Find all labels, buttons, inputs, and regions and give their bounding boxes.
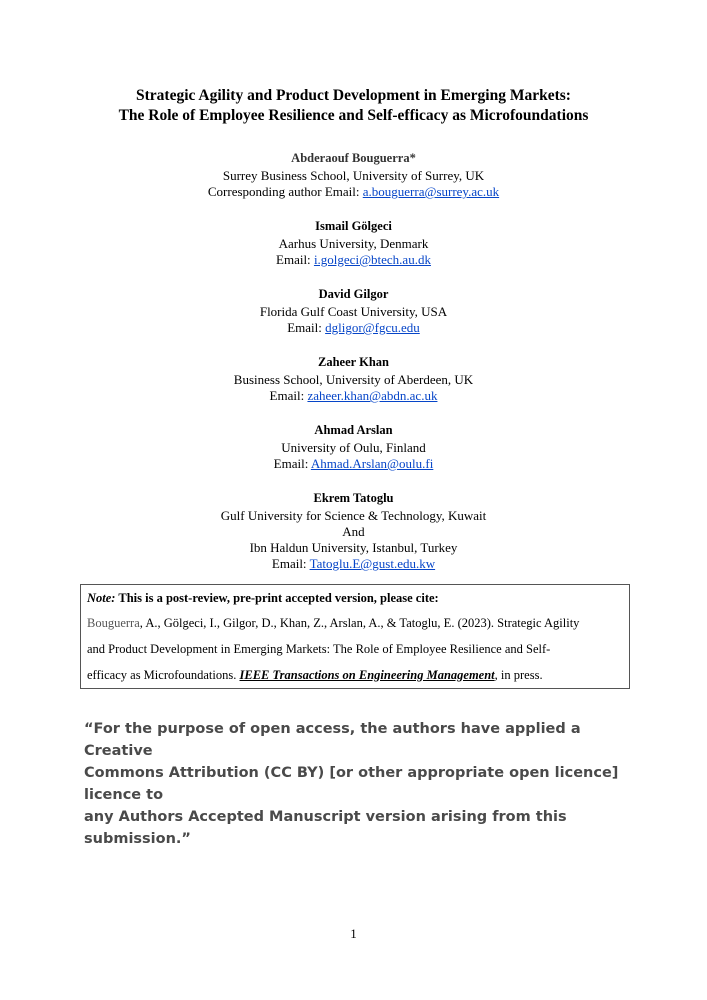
author-name: Abderaouf Bouguerra* xyxy=(291,151,416,165)
author-email-line xyxy=(0,556,707,572)
open-access-line-2: Commons Attribution (CC BY) [or other appropriate open licence] licence to xyxy=(84,765,619,803)
page-number: 1 xyxy=(350,926,357,941)
open-access-line-3: any Authors Accepted Manuscript version arising from this submission.” xyxy=(84,809,567,847)
author-name: Zaheer Khan xyxy=(318,355,389,369)
citation-line-3-pre: efficacy as Microfoundations. xyxy=(87,668,240,682)
email-label: Email: xyxy=(269,388,308,403)
citation-line-1-text: , A., Gölgeci, I., Gilgor, D., Khan, Z., Arslan, A., & Tatoglu, E. (2023). Strategic Agility xyxy=(139,616,580,630)
author-email-line xyxy=(0,388,707,404)
author-list xyxy=(0,150,707,590)
author-affiliation: Business School, University of Aberdeen, UK xyxy=(233,372,474,387)
author-affiliation: Florida Gulf Coast University, USA xyxy=(259,304,448,319)
author-email-line xyxy=(0,456,707,472)
citation-line-1 xyxy=(87,610,623,636)
note-label: Note: xyxy=(87,591,116,605)
author-block xyxy=(0,150,707,200)
author-name: Ahmad Arslan xyxy=(314,423,393,437)
citation-note-box xyxy=(80,584,630,689)
title-line-1: Strategic Agility and Product Development in Emerging Markets: xyxy=(136,87,571,104)
author-block xyxy=(0,354,707,404)
author-email-line xyxy=(0,320,707,336)
author-affiliation-conjunction: And xyxy=(342,524,365,539)
email-link[interactable]: Tatoglu.E@gust.edu.kw xyxy=(309,556,436,571)
author-email-line xyxy=(0,252,707,268)
author-block xyxy=(0,286,707,336)
email-label: Email: xyxy=(276,252,314,267)
author-name: Ekrem Tatoglu xyxy=(313,491,394,505)
author-name: David Gilgor xyxy=(318,287,389,301)
author-affiliation: University of Oulu, Finland xyxy=(281,440,426,455)
email-label: Email: xyxy=(271,556,310,571)
author-email-line xyxy=(0,184,707,200)
author-block xyxy=(0,422,707,472)
open-access-statement xyxy=(84,718,644,850)
note-heading-text: This is a post-review, pre-print accepted version, please cite: xyxy=(115,591,439,605)
author-affiliation: Aarhus University, Denmark xyxy=(278,236,429,251)
open-access-line-1: “For the purpose of open access, the authors have applied a Creative xyxy=(84,721,581,759)
citation-text xyxy=(87,610,623,688)
author-affiliation: Gulf University for Science & Technology, Kuwait xyxy=(220,508,487,523)
author-block xyxy=(0,490,707,572)
author-affiliation: Surrey Business School, University of Surrey, UK xyxy=(222,168,485,183)
citation-line-2: and Product Development in Emerging Markets: The Role of Employee Resilience and Self- xyxy=(87,642,551,656)
title-line-2: The Role of Employee Resilience and Self-efficacy as Microfoundations xyxy=(118,107,589,124)
author-affiliation: Ibn Haldun University, Istanbul, Turkey xyxy=(249,540,458,555)
citation-line-3 xyxy=(87,662,623,688)
citation-first-author: Bouguerra xyxy=(87,616,140,630)
email-link[interactable]: i.golgeci@btech.au.dk xyxy=(313,252,431,267)
note-heading xyxy=(87,588,623,608)
email-link[interactable]: a.bouguerra@surrey.ac.uk xyxy=(362,184,500,199)
email-label: Email: xyxy=(287,320,326,335)
email-link[interactable]: Ahmad.Arslan@oulu.fi xyxy=(310,456,434,471)
email-link[interactable]: zaheer.khan@abdn.ac.uk xyxy=(307,388,438,403)
email-link[interactable]: dgligor@fgcu.edu xyxy=(325,320,420,335)
journal-name: IEEE Transactions on Engineering Management xyxy=(239,668,495,682)
email-label: Email: xyxy=(273,456,311,471)
paper-title xyxy=(0,86,707,126)
email-label: Corresponding author Email: xyxy=(207,184,363,199)
citation-line-3-post: , in press. xyxy=(494,668,543,682)
author-name: Ismail Gölgeci xyxy=(315,219,392,233)
author-block xyxy=(0,218,707,268)
